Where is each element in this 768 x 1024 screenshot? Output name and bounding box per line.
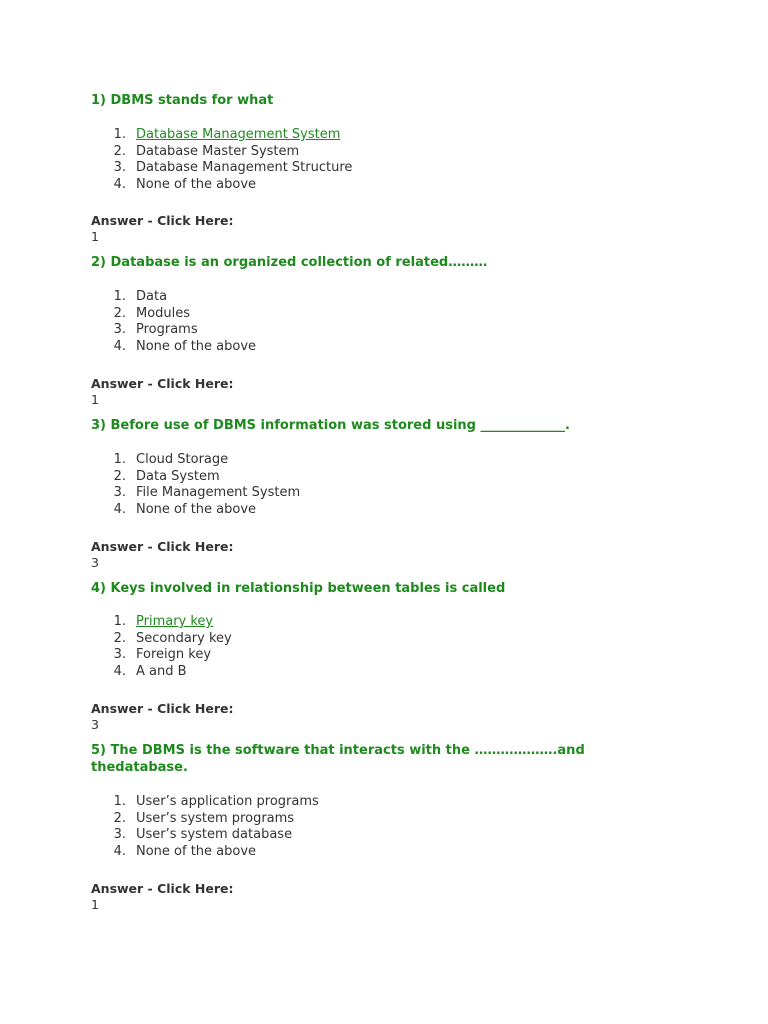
option-item	[91, 614, 691, 631]
option-item	[91, 452, 691, 469]
question-3	[91, 417, 691, 571]
option-number: 1.	[113, 614, 126, 629]
option-number: 1.	[113, 289, 126, 304]
answer-reveal-link[interactable]: Answer - Click Here:	[91, 539, 234, 554]
option-number: 3.	[113, 647, 126, 662]
option-number: 3.	[113, 827, 126, 842]
answer-reveal-link[interactable]: Answer - Click Here:	[91, 376, 234, 391]
answer-value: 3	[91, 717, 99, 732]
answer-value: 1	[91, 392, 99, 407]
option-item	[91, 664, 691, 681]
option-text: None of the above	[136, 338, 257, 354]
option-link[interactable]: Primary key	[136, 614, 214, 629]
option-text: None of the above	[136, 843, 257, 859]
option-number: 3.	[113, 160, 126, 175]
option-item	[91, 127, 691, 144]
option-item	[91, 469, 691, 486]
option-number: 4.	[113, 338, 126, 354]
option-item	[91, 306, 691, 323]
option-text: User’s system programs	[136, 810, 295, 826]
option-item	[91, 144, 691, 161]
options-list	[91, 127, 691, 193]
option-item	[91, 794, 691, 811]
option-item	[91, 177, 691, 194]
option-number: 2.	[113, 468, 126, 484]
option-item	[91, 827, 691, 844]
option-number: 4.	[113, 176, 126, 192]
option-text: Cloud Storage	[136, 452, 229, 467]
option-item	[91, 502, 691, 519]
question-5	[91, 742, 691, 913]
question-title: 2) Database is an organized collection of related………	[91, 255, 488, 270]
options-list	[91, 614, 691, 680]
options-list	[91, 289, 691, 355]
option-number: 2.	[113, 143, 126, 159]
answer-value: 1	[91, 229, 99, 244]
answer-value: 3	[91, 555, 99, 570]
option-text: None of the above	[136, 501, 257, 517]
quiz-page	[91, 92, 691, 913]
option-number: 3.	[113, 322, 126, 337]
option-number: 4.	[113, 501, 126, 517]
option-text: A and B	[136, 663, 187, 679]
option-text: Programs	[136, 322, 198, 337]
answer-value: 1	[91, 897, 99, 912]
option-number: 4.	[113, 663, 126, 679]
option-text: User’s application programs	[136, 794, 319, 809]
question-1	[91, 92, 691, 245]
question-title: 4) Keys involved in relationship between tables is called	[91, 581, 506, 596]
option-number: 1.	[113, 794, 126, 809]
option-item	[91, 339, 691, 356]
option-number: 3.	[113, 485, 126, 500]
answer-reveal-link[interactable]: Answer - Click Here:	[91, 881, 234, 896]
option-item	[91, 631, 691, 648]
option-item	[91, 485, 691, 502]
question-title: 3) Before use of DBMS information was stored using _____________.	[91, 418, 570, 433]
option-text: User’s system database	[136, 827, 293, 842]
option-number: 1.	[113, 452, 126, 467]
option-item	[91, 844, 691, 861]
option-number: 2.	[113, 810, 126, 826]
question-4	[91, 580, 691, 733]
answer-reveal-link[interactable]: Answer - Click Here:	[91, 213, 234, 228]
question-title: 1) DBMS stands for what	[91, 93, 274, 108]
option-text: Foreign key	[136, 647, 212, 662]
option-text: Secondary key	[136, 630, 232, 646]
option-number: 2.	[113, 305, 126, 321]
option-text: None of the above	[136, 176, 257, 192]
option-number: 2.	[113, 630, 126, 646]
option-text: Modules	[136, 305, 191, 321]
option-item	[91, 160, 691, 177]
option-item	[91, 322, 691, 339]
option-item	[91, 289, 691, 306]
option-item	[91, 647, 691, 664]
option-text: File Management System	[136, 485, 301, 500]
option-text: Database Management Structure	[136, 160, 353, 175]
options-list	[91, 452, 691, 518]
option-text: Database Master System	[136, 143, 300, 159]
option-text: Data	[136, 289, 168, 304]
option-number: 4.	[113, 843, 126, 859]
question-2	[91, 254, 691, 408]
question-title: 5) The DBMS is the software that interacts with the ……………….and thedatabase.	[91, 743, 585, 775]
answer-reveal-link[interactable]: Answer - Click Here:	[91, 701, 234, 716]
option-item	[91, 811, 691, 828]
option-link[interactable]: Database Management System	[136, 127, 341, 142]
option-text: Data System	[136, 468, 220, 484]
option-number: 1.	[113, 127, 126, 142]
options-list	[91, 794, 691, 860]
